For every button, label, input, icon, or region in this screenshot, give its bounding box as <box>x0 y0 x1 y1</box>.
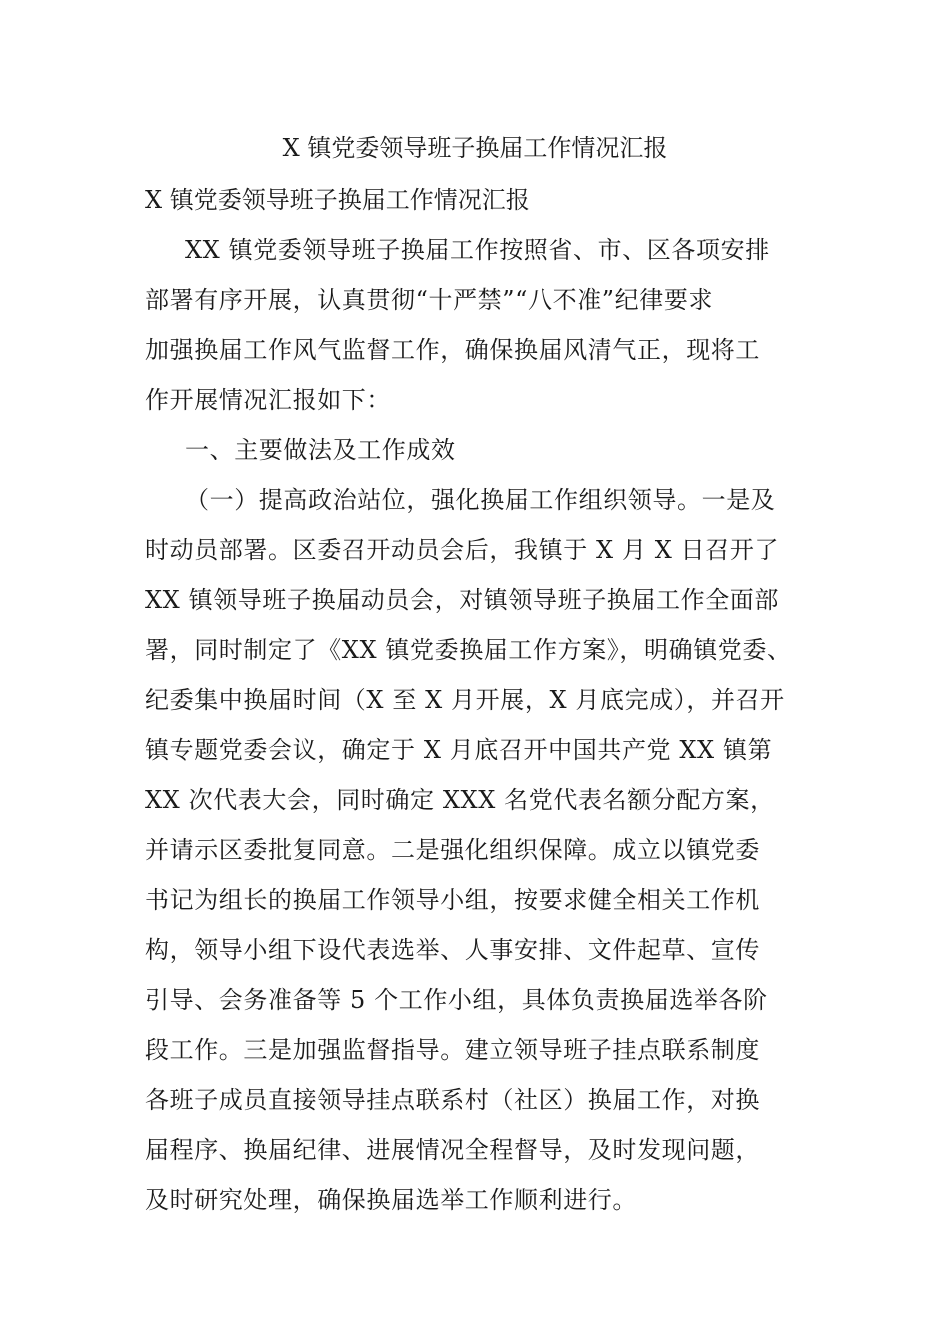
paragraph-line: 纪委集中换届时间（X 至 X 月开展，X 月底完成），并召开 <box>145 686 785 714</box>
paragraph-line: XX 次代表大会，同时确定 XXX 名党代表名额分配方案， <box>145 786 775 814</box>
paragraph-line: 镇专题党委会议，确定于 X 月底召开中国共产党 XX 镇第 <box>145 736 773 764</box>
paragraph-line: 届程序、换届纪律、进展情况全程督导，及时发现问题， <box>145 1136 760 1164</box>
section-heading: 一、主要做法及工作成效 <box>185 436 456 464</box>
paragraph-line: 署，同时制定了《XX 镇党委换届工作方案》，明确镇党委、 <box>145 636 792 664</box>
paragraph-line: 作开展情况汇报如下： <box>145 386 391 414</box>
paragraph-line: XX 镇党委领导班子换届工作按照省、市、区各项安排 <box>185 236 770 264</box>
document-subtitle: X 镇党委领导班子换届工作情况汇报 <box>145 186 530 214</box>
paragraph-line: 引导、会务准备等 5 个工作小组，具体负责换届选举各阶 <box>145 986 768 1014</box>
paragraph-line: 各班子成员直接领导挂点联系村（社区）换届工作，对换 <box>145 1086 760 1114</box>
paragraph-line: 并请示区委批复同意。二是强化组织保障。成立以镇党委 <box>145 836 760 864</box>
paragraph-line: XX 镇领导班子换届动员会，对镇领导班子换届工作全面部 <box>145 586 779 614</box>
paragraph-line: 部署有序开展，认真贯彻“十严禁”“八不准”纪律要求 <box>145 286 714 314</box>
paragraph-line: （一）提高政治站位，强化换届工作组织领导。一是及 <box>185 486 776 514</box>
paragraph-line: 时动员部署。区委召开动员会后，我镇于 X 月 X 日召开了 <box>145 536 780 564</box>
paragraph-line: 加强换届工作风气监督工作，确保换届风清气正，现将工 <box>145 336 760 364</box>
paragraph-line: 书记为组长的换届工作领导小组，按要求健全相关工作机 <box>145 886 760 914</box>
paragraph-line: 构，领导小组下设代表选举、人事安排、文件起草、宣传 <box>145 936 760 964</box>
document-title: X 镇党委领导班子换届工作情况汇报 <box>282 134 668 162</box>
paragraph-line: 及时研究处理，确保换届选举工作顺利进行。 <box>145 1186 637 1214</box>
paragraph-line: 段工作。三是加强监督指导。建立领导班子挂点联系制度 <box>145 1036 760 1064</box>
